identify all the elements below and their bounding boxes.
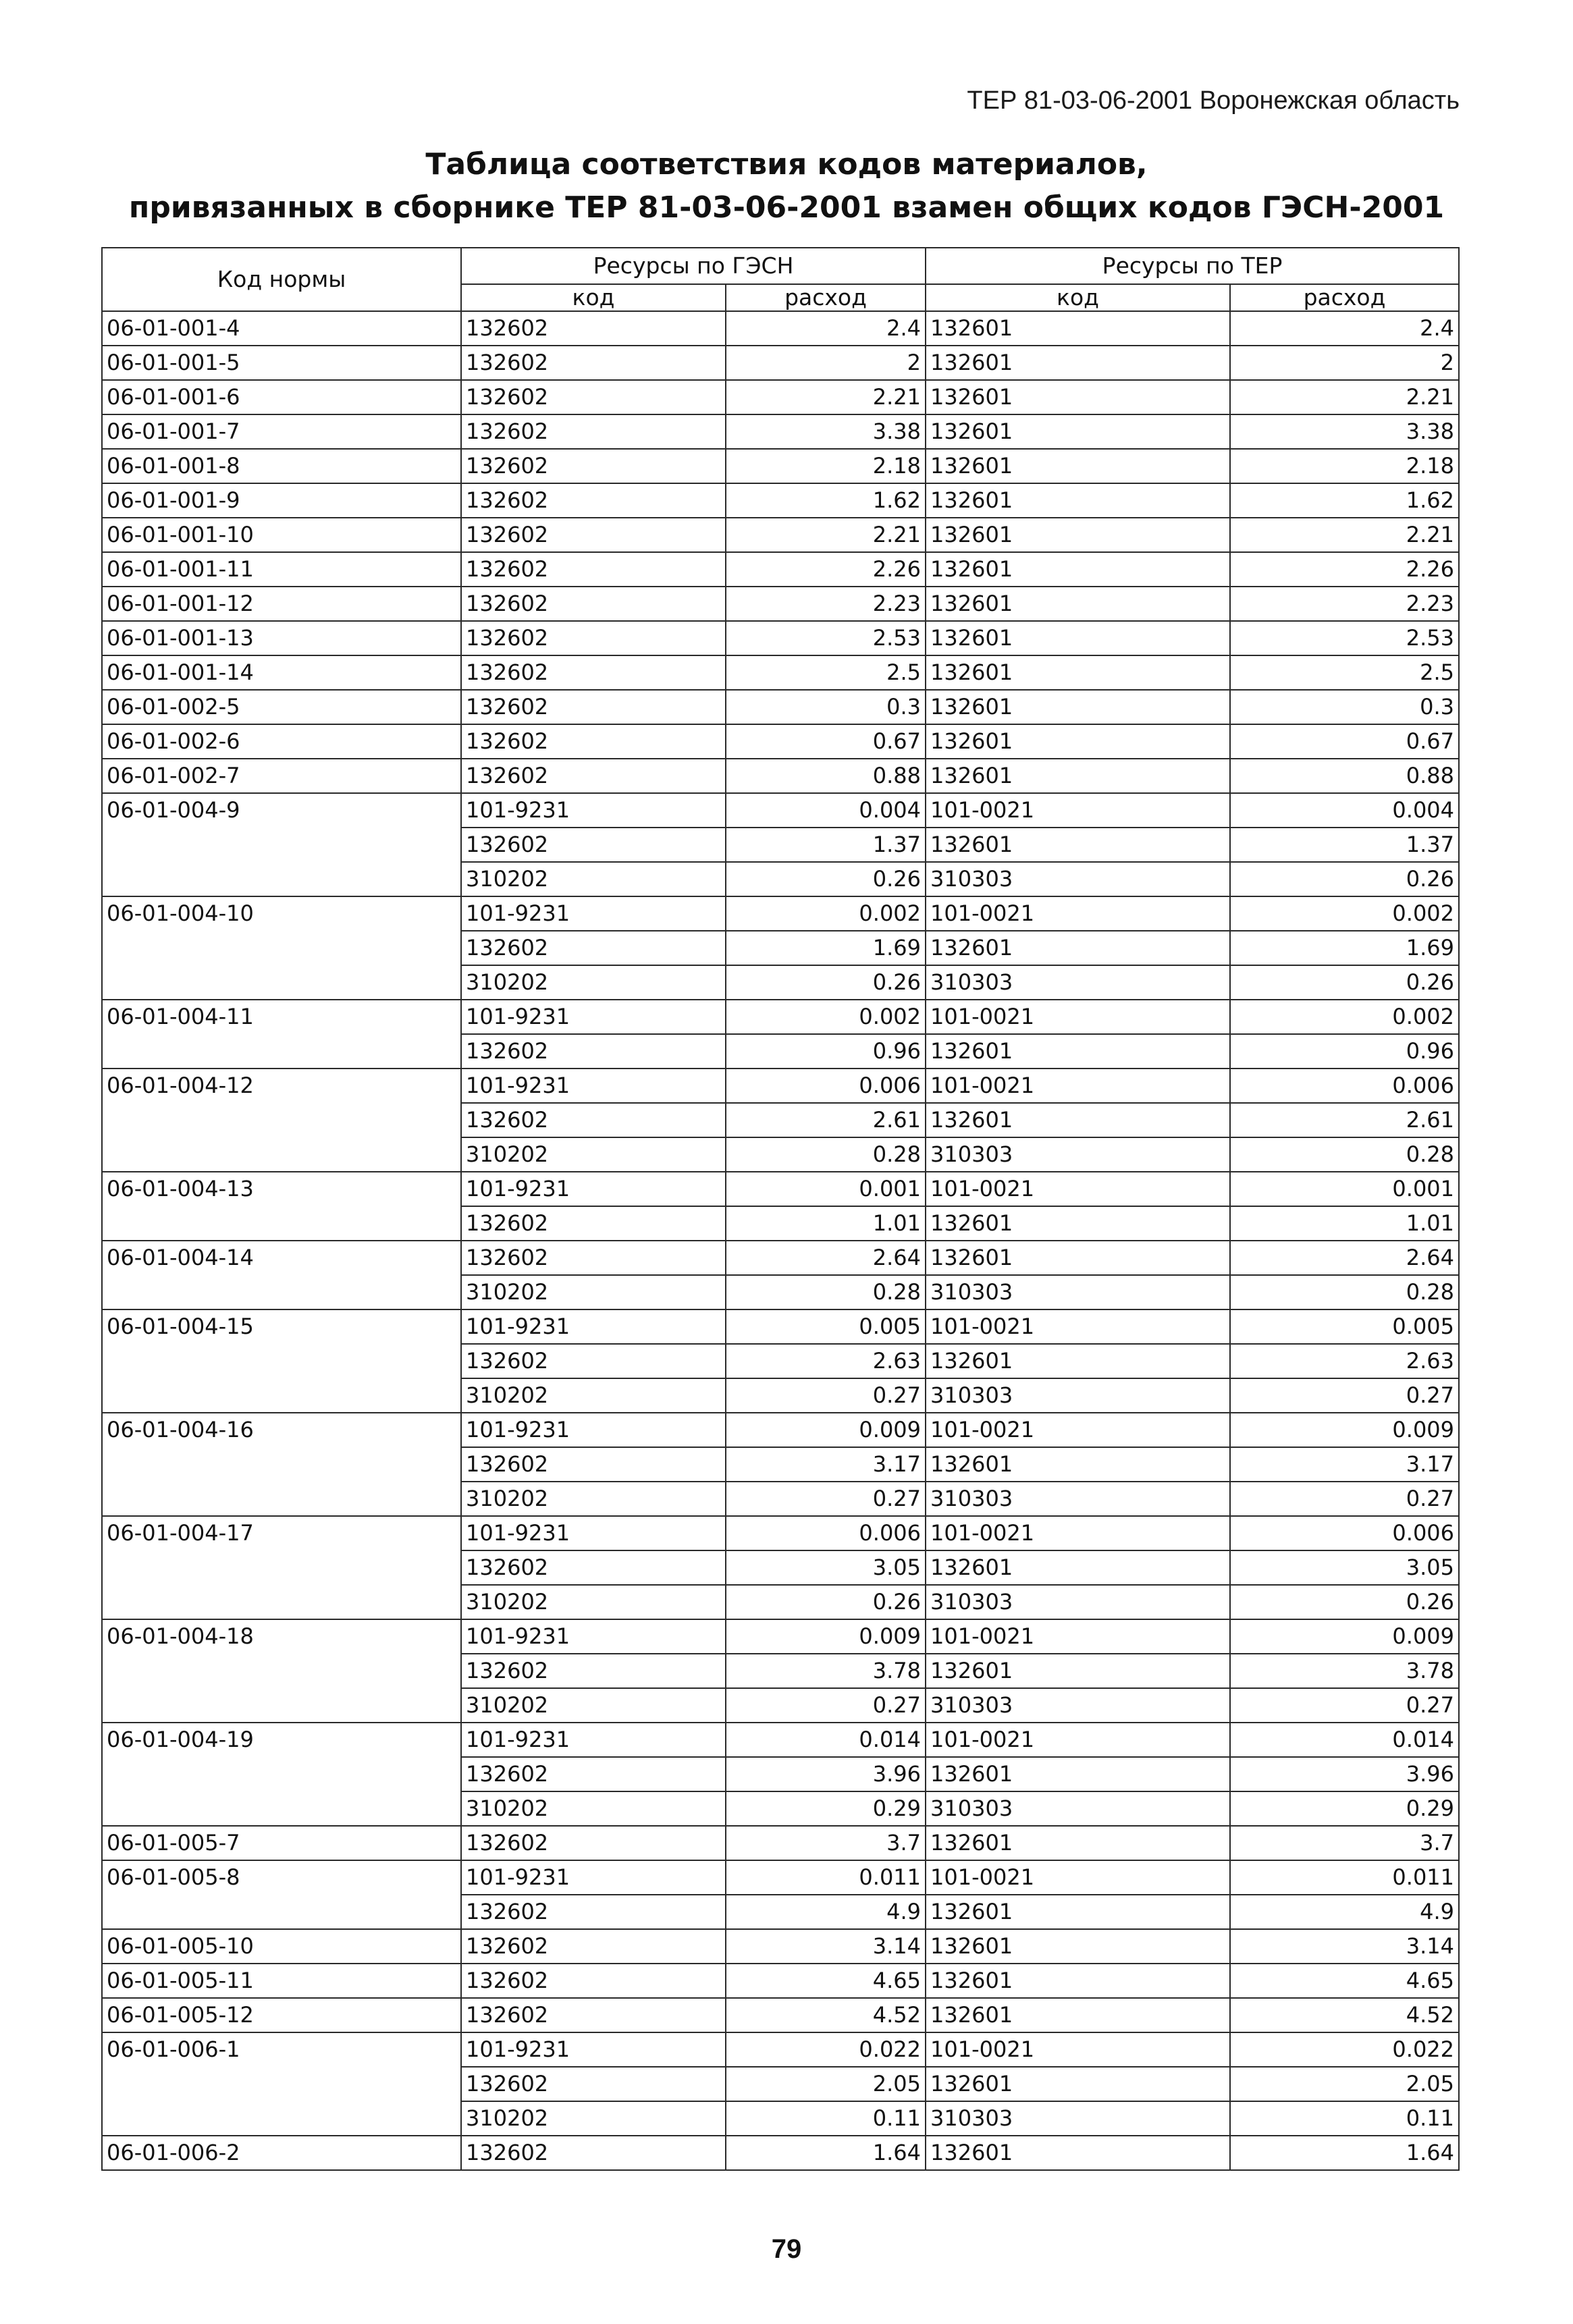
ter-code-cell: 132601 <box>926 1550 1230 1585</box>
ter-rate-cell: 1.62 <box>1230 483 1459 518</box>
gesn-code-cell: 101-9231 <box>461 1619 726 1654</box>
table-row <box>102 449 1459 483</box>
ter-code-cell: 132601 <box>926 655 1230 690</box>
gesn-rate-cell: 1.62 <box>726 483 926 518</box>
table-row <box>102 1998 1459 2032</box>
ter-rate-cell: 0.006 <box>1230 1516 1459 1550</box>
gesn-rate-cell: 0.011 <box>726 1860 926 1895</box>
ter-code-cell: 310303 <box>926 1482 1230 1516</box>
gesn-rate-cell: 0.26 <box>726 965 926 1000</box>
table-row <box>102 655 1459 690</box>
gesn-code-cell: 310202 <box>461 1791 726 1826</box>
header-norm-code: Код нормы <box>102 248 461 311</box>
table-row <box>102 1860 1459 1895</box>
norm-code-cell: 06-01-005-10 <box>102 1929 461 1964</box>
ter-rate-cell: 2.26 <box>1230 552 1459 587</box>
gesn-code-cell: 310202 <box>461 862 726 896</box>
norm-code-cell: 06-01-001-10 <box>102 518 461 552</box>
document-title <box>101 143 1472 229</box>
table-row <box>102 1826 1459 1860</box>
norm-code-cell: 06-01-004-15 <box>102 1309 461 1413</box>
ter-rate-cell: 2.21 <box>1230 380 1459 414</box>
gesn-rate-cell: 0.28 <box>726 1137 926 1172</box>
gesn-rate-cell: 0.009 <box>726 1413 926 1447</box>
gesn-code-cell: 132602 <box>461 1550 726 1585</box>
gesn-code-cell: 101-9231 <box>461 1516 726 1550</box>
norm-code-cell: 06-01-001-5 <box>102 346 461 380</box>
table-row <box>102 414 1459 449</box>
gesn-rate-cell: 2.23 <box>726 587 926 621</box>
ter-code-cell: 132601 <box>926 311 1230 346</box>
ter-code-cell: 310303 <box>926 1275 1230 1309</box>
gesn-rate-cell: 2.05 <box>726 2067 926 2101</box>
gesn-code-cell: 132602 <box>461 518 726 552</box>
gesn-code-cell: 132602 <box>461 724 726 759</box>
ter-rate-cell: 3.38 <box>1230 414 1459 449</box>
title-line-2: привязанных в сборнике ТЕР 81-03-06-2001 взамен общих кодов ГЭСН-2001 <box>128 190 1445 225</box>
ter-rate-cell: 0.26 <box>1230 862 1459 896</box>
ter-code-cell: 310303 <box>926 1688 1230 1723</box>
norm-code-cell: 06-01-001-11 <box>102 552 461 587</box>
ter-rate-cell: 1.37 <box>1230 828 1459 862</box>
ter-code-cell: 132601 <box>926 1344 1230 1378</box>
ter-rate-cell: 4.52 <box>1230 1998 1459 2032</box>
ter-rate-cell: 0.006 <box>1230 1069 1459 1103</box>
gesn-code-cell: 132602 <box>461 2067 726 2101</box>
ter-code-cell: 132601 <box>926 1241 1230 1275</box>
gesn-code-cell: 101-9231 <box>461 1000 726 1034</box>
ter-code-cell: 132601 <box>926 690 1230 724</box>
table-row <box>102 552 1459 587</box>
table-row <box>102 1309 1459 1344</box>
gesn-code-cell: 132602 <box>461 311 726 346</box>
ter-code-cell: 132601 <box>926 931 1230 965</box>
gesn-rate-cell: 0.006 <box>726 1069 926 1103</box>
table-row <box>102 311 1459 346</box>
ter-rate-cell: 0.27 <box>1230 1482 1459 1516</box>
ter-rate-cell: 2.5 <box>1230 655 1459 690</box>
gesn-rate-cell: 2.18 <box>726 449 926 483</box>
table-row <box>102 724 1459 759</box>
ter-code-cell: 132601 <box>926 1034 1230 1069</box>
ter-code-cell: 101-0021 <box>926 1860 1230 1895</box>
ter-rate-cell: 1.69 <box>1230 931 1459 965</box>
gesn-rate-cell: 4.65 <box>726 1964 926 1998</box>
ter-code-cell: 101-0021 <box>926 1069 1230 1103</box>
gesn-rate-cell: 0.27 <box>726 1378 926 1413</box>
gesn-code-cell: 132602 <box>461 449 726 483</box>
correspondence-table <box>101 247 1460 2171</box>
ter-rate-cell: 0.002 <box>1230 1000 1459 1034</box>
gesn-rate-cell: 2.5 <box>726 655 926 690</box>
ter-rate-cell: 2.21 <box>1230 518 1459 552</box>
gesn-rate-cell: 1.01 <box>726 1206 926 1241</box>
gesn-code-cell: 310202 <box>461 1585 726 1619</box>
ter-code-cell: 132601 <box>926 449 1230 483</box>
ter-code-cell: 132601 <box>926 1929 1230 1964</box>
ter-code-cell: 310303 <box>926 1137 1230 1172</box>
gesn-rate-cell: 2.64 <box>726 1241 926 1275</box>
table-row <box>102 1241 1459 1275</box>
gesn-code-cell: 132602 <box>461 1103 726 1137</box>
gesn-rate-cell: 0.022 <box>726 2032 926 2067</box>
ter-code-cell: 101-0021 <box>926 1000 1230 1034</box>
ter-rate-cell: 2.05 <box>1230 2067 1459 2101</box>
gesn-rate-cell: 0.11 <box>726 2101 926 2136</box>
ter-code-cell: 310303 <box>926 862 1230 896</box>
norm-code-cell: 06-01-004-9 <box>102 793 461 896</box>
ter-code-cell: 310303 <box>926 2101 1230 2136</box>
table-row <box>102 690 1459 724</box>
ter-rate-cell: 2.4 <box>1230 311 1459 346</box>
running-header: ТЕР 81-03-06-2001 Воронежская область <box>967 86 1460 115</box>
title-line-1: Таблица соответствия кодов материалов, <box>425 147 1148 182</box>
gesn-rate-cell: 1.69 <box>726 931 926 965</box>
gesn-rate-cell: 0.26 <box>726 1585 926 1619</box>
ter-rate-cell: 1.01 <box>1230 1206 1459 1241</box>
table-row <box>102 1929 1459 1964</box>
gesn-rate-cell: 2.21 <box>726 518 926 552</box>
subheader-ter-code: код <box>926 284 1230 311</box>
ter-rate-cell: 3.78 <box>1230 1654 1459 1688</box>
table-row <box>102 2136 1459 2170</box>
gesn-rate-cell: 0.28 <box>726 1275 926 1309</box>
ter-rate-cell: 0.96 <box>1230 1034 1459 1069</box>
gesn-code-cell: 132602 <box>461 1654 726 1688</box>
gesn-code-cell: 132602 <box>461 1895 726 1929</box>
ter-code-cell: 101-0021 <box>926 896 1230 931</box>
norm-code-cell: 06-01-004-14 <box>102 1241 461 1309</box>
ter-code-cell: 132601 <box>926 414 1230 449</box>
gesn-code-cell: 132602 <box>461 1757 726 1791</box>
gesn-rate-cell: 2.61 <box>726 1103 926 1137</box>
ter-rate-cell: 2.61 <box>1230 1103 1459 1137</box>
ter-code-cell: 101-0021 <box>926 1309 1230 1344</box>
ter-code-cell: 132601 <box>926 1654 1230 1688</box>
norm-code-cell: 06-01-004-17 <box>102 1516 461 1619</box>
ter-code-cell: 132601 <box>926 1757 1230 1791</box>
gesn-rate-cell: 0.26 <box>726 862 926 896</box>
gesn-rate-cell: 4.52 <box>726 1998 926 2032</box>
ter-code-cell: 132601 <box>926 1826 1230 1860</box>
norm-code-cell: 06-01-002-6 <box>102 724 461 759</box>
norm-code-cell: 06-01-001-12 <box>102 587 461 621</box>
gesn-code-cell: 132602 <box>461 2136 726 2170</box>
gesn-rate-cell: 0.002 <box>726 1000 926 1034</box>
gesn-rate-cell: 2.26 <box>726 552 926 587</box>
gesn-code-cell: 101-9231 <box>461 1309 726 1344</box>
table-row <box>102 1619 1459 1654</box>
table-row <box>102 2032 1459 2067</box>
page-number: 79 <box>771 2234 802 2264</box>
gesn-rate-cell: 0.27 <box>726 1688 926 1723</box>
gesn-rate-cell: 3.05 <box>726 1550 926 1585</box>
gesn-code-cell: 132602 <box>461 380 726 414</box>
ter-rate-cell: 0.28 <box>1230 1137 1459 1172</box>
gesn-rate-cell: 0.27 <box>726 1482 926 1516</box>
gesn-rate-cell: 0.96 <box>726 1034 926 1069</box>
table-row <box>102 346 1459 380</box>
gesn-code-cell: 132602 <box>461 828 726 862</box>
ter-code-cell: 101-0021 <box>926 793 1230 828</box>
norm-code-cell: 06-01-001-9 <box>102 483 461 518</box>
gesn-code-cell: 310202 <box>461 1137 726 1172</box>
gesn-code-cell: 132602 <box>461 1826 726 1860</box>
gesn-code-cell: 132602 <box>461 1964 726 1998</box>
ter-rate-cell: 0.014 <box>1230 1723 1459 1757</box>
table-row <box>102 1964 1459 1998</box>
ter-code-cell: 310303 <box>926 965 1230 1000</box>
ter-rate-cell: 0.001 <box>1230 1172 1459 1206</box>
ter-code-cell: 132601 <box>926 346 1230 380</box>
table-row <box>102 896 1459 931</box>
ter-rate-cell: 0.022 <box>1230 2032 1459 2067</box>
gesn-code-cell: 132602 <box>461 552 726 587</box>
gesn-rate-cell: 0.014 <box>726 1723 926 1757</box>
ter-rate-cell: 2.53 <box>1230 621 1459 655</box>
gesn-code-cell: 132602 <box>461 655 726 690</box>
ter-code-cell: 132601 <box>926 587 1230 621</box>
gesn-code-cell: 132602 <box>461 1034 726 1069</box>
gesn-code-cell: 132602 <box>461 346 726 380</box>
table-row <box>102 1413 1459 1447</box>
gesn-rate-cell: 3.14 <box>726 1929 926 1964</box>
ter-code-cell: 132601 <box>926 2136 1230 2170</box>
gesn-rate-cell: 0.67 <box>726 724 926 759</box>
table-row <box>102 587 1459 621</box>
ter-rate-cell: 2.23 <box>1230 587 1459 621</box>
ter-rate-cell: 3.14 <box>1230 1929 1459 1964</box>
gesn-code-cell: 132602 <box>461 1929 726 1964</box>
ter-rate-cell: 0.004 <box>1230 793 1459 828</box>
norm-code-cell: 06-01-001-4 <box>102 311 461 346</box>
gesn-code-cell: 132602 <box>461 1241 726 1275</box>
ter-rate-cell: 4.65 <box>1230 1964 1459 1998</box>
header-ter-resources: Ресурсы по ТЕР <box>926 248 1459 284</box>
table-row <box>102 1000 1459 1034</box>
gesn-rate-cell: 2.53 <box>726 621 926 655</box>
ter-rate-cell: 0.002 <box>1230 896 1459 931</box>
table-row <box>102 380 1459 414</box>
subheader-ter-rate: расход <box>1230 284 1459 311</box>
gesn-rate-cell: 0.88 <box>726 759 926 793</box>
gesn-code-cell: 132602 <box>461 1206 726 1241</box>
gesn-code-cell: 101-9231 <box>461 1860 726 1895</box>
ter-code-cell: 132601 <box>926 621 1230 655</box>
ter-rate-cell: 3.05 <box>1230 1550 1459 1585</box>
table-row <box>102 621 1459 655</box>
gesn-rate-cell: 0.009 <box>726 1619 926 1654</box>
gesn-rate-cell: 2.21 <box>726 380 926 414</box>
norm-code-cell: 06-01-001-13 <box>102 621 461 655</box>
gesn-code-cell: 101-9231 <box>461 793 726 828</box>
norm-code-cell: 06-01-004-18 <box>102 1619 461 1723</box>
ter-code-cell: 132601 <box>926 1895 1230 1929</box>
norm-code-cell: 06-01-005-12 <box>102 1998 461 2032</box>
ter-rate-cell: 2.18 <box>1230 449 1459 483</box>
subheader-gesn-code: код <box>461 284 726 311</box>
gesn-code-cell: 310202 <box>461 1378 726 1413</box>
gesn-code-cell: 310202 <box>461 1275 726 1309</box>
norm-code-cell: 06-01-002-5 <box>102 690 461 724</box>
gesn-code-cell: 310202 <box>461 965 726 1000</box>
norm-code-cell: 06-01-005-8 <box>102 1860 461 1929</box>
norm-code-cell: 06-01-004-19 <box>102 1723 461 1826</box>
table-row <box>102 483 1459 518</box>
gesn-code-cell: 132602 <box>461 759 726 793</box>
gesn-rate-cell: 0.002 <box>726 896 926 931</box>
gesn-rate-cell: 3.78 <box>726 1654 926 1688</box>
gesn-rate-cell: 4.9 <box>726 1895 926 1929</box>
ter-rate-cell: 0.009 <box>1230 1413 1459 1447</box>
gesn-code-cell: 101-9231 <box>461 2032 726 2067</box>
header-gesn-resources: Ресурсы по ГЭСН <box>461 248 926 284</box>
ter-rate-cell: 2 <box>1230 346 1459 380</box>
ter-code-cell: 132601 <box>926 518 1230 552</box>
ter-code-cell: 132601 <box>926 724 1230 759</box>
gesn-rate-cell: 2.63 <box>726 1344 926 1378</box>
ter-rate-cell: 0.28 <box>1230 1275 1459 1309</box>
gesn-code-cell: 132602 <box>461 587 726 621</box>
norm-code-cell: 06-01-005-11 <box>102 1964 461 1998</box>
ter-code-cell: 132601 <box>926 1447 1230 1482</box>
gesn-rate-cell: 3.38 <box>726 414 926 449</box>
gesn-code-cell: 132602 <box>461 483 726 518</box>
gesn-code-cell: 132602 <box>461 690 726 724</box>
gesn-rate-cell: 0.29 <box>726 1791 926 1826</box>
ter-code-cell: 132601 <box>926 552 1230 587</box>
gesn-rate-cell: 0.006 <box>726 1516 926 1550</box>
ter-rate-cell: 0.009 <box>1230 1619 1459 1654</box>
gesn-code-cell: 101-9231 <box>461 1723 726 1757</box>
ter-code-cell: 101-0021 <box>926 1516 1230 1550</box>
gesn-code-cell: 132602 <box>461 1447 726 1482</box>
ter-code-cell: 310303 <box>926 1378 1230 1413</box>
ter-code-cell: 132601 <box>926 759 1230 793</box>
gesn-rate-cell: 1.64 <box>726 2136 926 2170</box>
ter-code-cell: 132601 <box>926 2067 1230 2101</box>
gesn-code-cell: 310202 <box>461 1688 726 1723</box>
ter-rate-cell: 1.64 <box>1230 2136 1459 2170</box>
norm-code-cell: 06-01-002-7 <box>102 759 461 793</box>
ter-code-cell: 310303 <box>926 1585 1230 1619</box>
ter-rate-cell: 0.27 <box>1230 1688 1459 1723</box>
gesn-rate-cell: 0.005 <box>726 1309 926 1344</box>
ter-rate-cell: 4.9 <box>1230 1895 1459 1929</box>
ter-code-cell: 132601 <box>926 1998 1230 2032</box>
ter-rate-cell: 2.64 <box>1230 1241 1459 1275</box>
gesn-rate-cell: 0.001 <box>726 1172 926 1206</box>
table-header-row <box>102 248 1459 284</box>
ter-rate-cell: 0.26 <box>1230 1585 1459 1619</box>
ter-rate-cell: 2.63 <box>1230 1344 1459 1378</box>
ter-rate-cell: 0.88 <box>1230 759 1459 793</box>
gesn-rate-cell: 2.4 <box>726 311 926 346</box>
ter-rate-cell: 0.005 <box>1230 1309 1459 1344</box>
gesn-code-cell: 101-9231 <box>461 1172 726 1206</box>
ter-rate-cell: 0.11 <box>1230 2101 1459 2136</box>
ter-rate-cell: 3.7 <box>1230 1826 1459 1860</box>
ter-rate-cell: 3.96 <box>1230 1757 1459 1791</box>
gesn-code-cell: 101-9231 <box>461 1069 726 1103</box>
norm-code-cell: 06-01-004-11 <box>102 1000 461 1069</box>
ter-code-cell: 101-0021 <box>926 1619 1230 1654</box>
ter-code-cell: 132601 <box>926 828 1230 862</box>
table-row <box>102 759 1459 793</box>
gesn-rate-cell: 1.37 <box>726 828 926 862</box>
norm-code-cell: 06-01-006-1 <box>102 2032 461 2136</box>
gesn-code-cell: 101-9231 <box>461 1413 726 1447</box>
norm-code-cell: 06-01-001-6 <box>102 380 461 414</box>
gesn-rate-cell: 2 <box>726 346 926 380</box>
ter-rate-cell: 0.67 <box>1230 724 1459 759</box>
gesn-code-cell: 310202 <box>461 2101 726 2136</box>
ter-code-cell: 132601 <box>926 380 1230 414</box>
gesn-rate-cell: 3.96 <box>726 1757 926 1791</box>
table-row <box>102 1516 1459 1550</box>
norm-code-cell: 06-01-001-14 <box>102 655 461 690</box>
table-row <box>102 518 1459 552</box>
norm-code-cell: 06-01-004-13 <box>102 1172 461 1241</box>
ter-rate-cell: 0.011 <box>1230 1860 1459 1895</box>
gesn-code-cell: 310202 <box>461 1482 726 1516</box>
ter-rate-cell: 3.17 <box>1230 1447 1459 1482</box>
norm-code-cell: 06-01-004-12 <box>102 1069 461 1172</box>
ter-code-cell: 101-0021 <box>926 1172 1230 1206</box>
gesn-rate-cell: 0.004 <box>726 793 926 828</box>
table-body <box>102 311 1459 2170</box>
norm-code-cell: 06-01-001-8 <box>102 449 461 483</box>
ter-rate-cell: 0.29 <box>1230 1791 1459 1826</box>
gesn-rate-cell: 0.3 <box>726 690 926 724</box>
ter-code-cell: 101-0021 <box>926 1413 1230 1447</box>
ter-rate-cell: 0.26 <box>1230 965 1459 1000</box>
ter-code-cell: 132601 <box>926 1103 1230 1137</box>
gesn-code-cell: 132602 <box>461 621 726 655</box>
ter-code-cell: 101-0021 <box>926 2032 1230 2067</box>
gesn-code-cell: 132602 <box>461 931 726 965</box>
table-row <box>102 1069 1459 1103</box>
table-row <box>102 793 1459 828</box>
ter-code-cell: 310303 <box>926 1791 1230 1826</box>
ter-code-cell: 101-0021 <box>926 1723 1230 1757</box>
norm-code-cell: 06-01-006-2 <box>102 2136 461 2170</box>
norm-code-cell: 06-01-005-7 <box>102 1826 461 1860</box>
gesn-code-cell: 132602 <box>461 1344 726 1378</box>
ter-rate-cell: 0.27 <box>1230 1378 1459 1413</box>
ter-code-cell: 132601 <box>926 1206 1230 1241</box>
gesn-code-cell: 132602 <box>461 414 726 449</box>
ter-rate-cell: 0.3 <box>1230 690 1459 724</box>
gesn-code-cell: 132602 <box>461 1998 726 2032</box>
gesn-code-cell: 101-9231 <box>461 896 726 931</box>
gesn-rate-cell: 3.7 <box>726 1826 926 1860</box>
ter-code-cell: 132601 <box>926 1964 1230 1998</box>
ter-code-cell: 132601 <box>926 483 1230 518</box>
gesn-rate-cell: 3.17 <box>726 1447 926 1482</box>
norm-code-cell: 06-01-004-16 <box>102 1413 461 1516</box>
norm-code-cell: 06-01-004-10 <box>102 896 461 1000</box>
table-row <box>102 1172 1459 1206</box>
subheader-gesn-rate: расход <box>726 284 926 311</box>
norm-code-cell: 06-01-001-7 <box>102 414 461 449</box>
table-row <box>102 1723 1459 1757</box>
